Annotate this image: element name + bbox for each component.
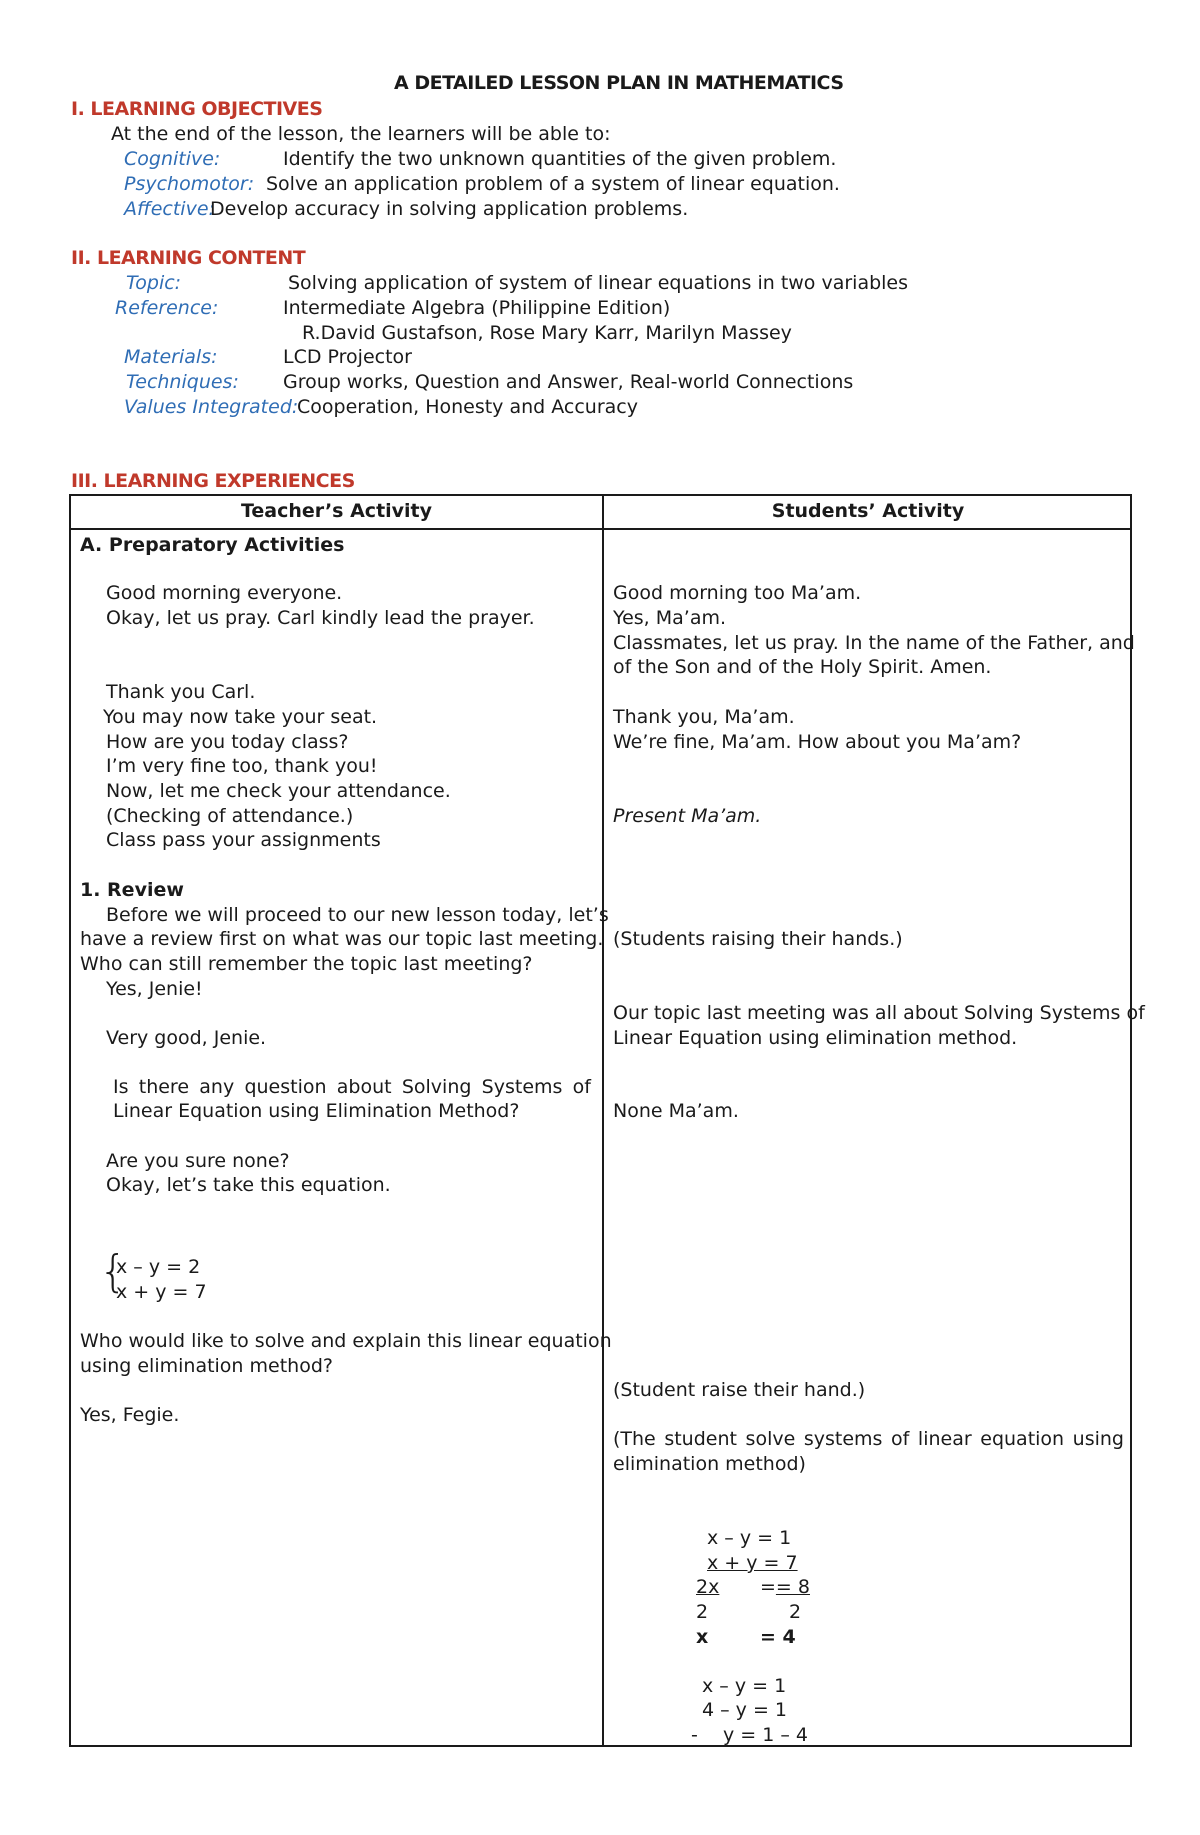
student-line: (Student raise their hand.) <box>613 1379 866 1401</box>
student-line: Classmates, let us pray. In the name of the Father, and <box>613 632 1135 654</box>
solution-term: == 8 <box>760 1576 810 1598</box>
solution-line: 4 – y = 1 <box>702 1699 787 1721</box>
student-line: of the Son and of the Holy Spirit. Amen. <box>613 656 992 678</box>
reference-authors: R.David Gustafson, Rose Mary Karr, Marilyn Massey <box>302 322 792 344</box>
content-heading: II. LEARNING CONTENT <box>71 247 306 269</box>
column-divider <box>602 496 604 1745</box>
teacher-line: Okay, let’s take this equation. <box>106 1174 391 1196</box>
experiences-heading: III. LEARNING EXPERIENCES <box>71 470 355 492</box>
teacher-line: Linear Equation using Elimination Method? <box>113 1100 520 1122</box>
students-column-header: Students’ Activity <box>771 500 965 522</box>
psychomotor-text: Solve an application problem of a system of linear equation. <box>266 173 840 195</box>
document-title: A DETAILED LESSON PLAN IN MATHEMATICS <box>394 72 844 94</box>
techniques-label: Techniques: <box>126 371 239 393</box>
cognitive-text: Identify the two unknown quantities of the given problem. <box>283 148 837 170</box>
objectives-intro: At the end of the lesson, the learners will be able to: <box>111 123 611 145</box>
teacher-line: Very good, Jenie. <box>106 1027 267 1049</box>
teacher-line: Is there any question about Solving Systems of <box>113 1076 591 1098</box>
topic-text: Solving application of system of linear equations in two variables <box>288 272 909 294</box>
affective-text: Develop accuracy in solving application problems. <box>210 198 689 220</box>
student-line: Our topic last meeting was all about Solving Systems of <box>613 1002 1145 1024</box>
teacher-column-header: Teacher’s Activity <box>240 500 433 522</box>
solution-line: x – y = 1 <box>707 1527 792 1549</box>
solution-term: - <box>691 1724 698 1746</box>
teacher-line: Before we will proceed to our new lesson today, let’s <box>106 904 609 926</box>
teacher-line: Yes, Fegie. <box>80 1404 180 1426</box>
teacher-line: Who can still remember the topic last meeting? <box>80 953 533 975</box>
reference-text: Intermediate Algebra (Philippine Edition) <box>283 297 671 319</box>
solution-term: 2x <box>696 1576 720 1598</box>
teacher-line: Thank you Carl. <box>106 681 256 703</box>
preparatory-activities-heading: A. Preparatory Activities <box>80 534 345 556</box>
system-brace-icon: { <box>99 1246 127 1297</box>
student-line: (The student solve systems of linear equation using <box>613 1428 1124 1450</box>
solution-term: 2 <box>789 1601 802 1623</box>
student-line: elimination method) <box>613 1453 806 1475</box>
materials-label: Materials: <box>124 346 218 368</box>
psychomotor-label: Psychomotor: <box>124 173 255 195</box>
techniques-text: Group works, Question and Answer, Real-world Connections <box>283 371 854 393</box>
teacher-line: Yes, Jenie! <box>106 978 203 1000</box>
solution-line: y = 1 – 4 <box>723 1724 808 1746</box>
teacher-line: How are you today class? <box>106 731 349 753</box>
student-line: Thank you, Ma’am. <box>613 706 795 728</box>
teacher-line: Who would like to solve and explain this linear equation <box>80 1330 612 1352</box>
system-equation-2: x + y = 7 <box>116 1281 207 1303</box>
solution-term: x <box>696 1626 709 1648</box>
student-line: Present Ma’am. <box>613 805 762 827</box>
teacher-line: You may now take your seat. <box>103 706 378 728</box>
solution-line: x – y = 1 <box>702 1675 787 1697</box>
values-label: Values Integrated: <box>124 396 299 418</box>
solution-term: 2 <box>696 1601 709 1623</box>
objectives-heading: I. LEARNING OBJECTIVES <box>71 98 323 120</box>
teacher-line: Are you sure none? <box>106 1150 290 1172</box>
student-line: None Ma’am. <box>613 1100 739 1122</box>
topic-label: Topic: <box>126 272 182 294</box>
teacher-line: Okay, let us pray. Carl kindly lead the prayer. <box>106 607 535 629</box>
student-line: Good morning too Ma’am. <box>613 582 862 604</box>
teacher-line: I’m very fine too, thank you! <box>106 755 378 777</box>
system-equation-1: x – y = 2 <box>116 1256 201 1278</box>
student-line: Linear Equation using elimination method. <box>613 1027 1018 1049</box>
values-text: Cooperation, Honesty and Accuracy <box>297 396 638 418</box>
solution-value: = 8 <box>775 1576 810 1598</box>
affective-label: Affective: <box>124 198 215 220</box>
review-heading: 1. Review <box>80 879 184 901</box>
header-divider <box>71 528 1130 530</box>
reference-label: Reference: <box>115 297 219 319</box>
teacher-line: using elimination method? <box>80 1355 333 1377</box>
solution-term: = 4 <box>760 1626 796 1648</box>
solution-line: x + y = 7 <box>707 1552 798 1574</box>
student-line: We’re fine, Ma’am. How about you Ma’am? <box>613 731 1022 753</box>
cognitive-label: Cognitive: <box>124 148 221 170</box>
teacher-line: Now, let me check your attendance. <box>106 780 451 802</box>
teacher-line: (Checking of attendance.) <box>106 805 354 827</box>
teacher-line: Good morning everyone. <box>106 582 343 604</box>
student-line: (Students raising their hands.) <box>613 928 903 950</box>
student-line: Yes, Ma’am. <box>613 607 727 629</box>
activity-table <box>69 494 1145 1747</box>
teacher-line: have a review first on what was our topic last meeting. <box>80 928 604 950</box>
teacher-line: Class pass your assignments <box>106 829 381 851</box>
materials-text: LCD Projector <box>283 346 412 368</box>
